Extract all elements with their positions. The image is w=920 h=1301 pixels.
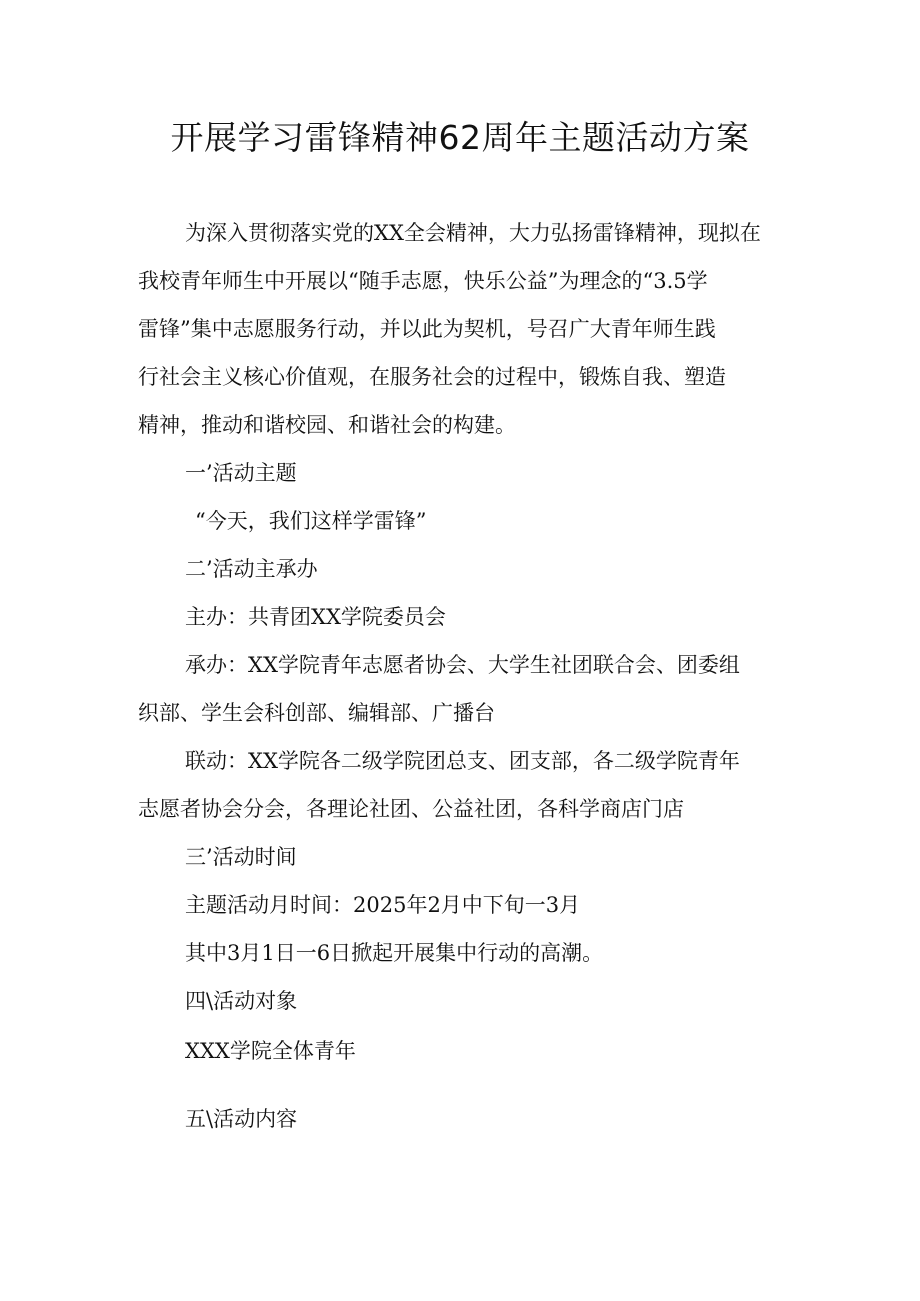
intro-line-4: 行社会主义核心价值观，在服务社会的过程中，锻炼自我、塑造 — [138, 365, 726, 389]
organizer-line-2: 织部、学生会科创部、编辑部、广播台 — [138, 701, 495, 725]
section-1-heading: 一’活动主题 — [185, 461, 297, 485]
time-line-2: 其中3月1日一6日掀起开展集中行动的高潮。 — [185, 941, 604, 965]
target-audience: XXX学院全体青年 — [185, 1039, 356, 1063]
organizer-line-1: 承办：XX学院青年志愿者协会、大学生社团联合会、团委组 — [185, 653, 740, 677]
activity-theme: “今天，我们这样学雷锋” — [195, 509, 427, 533]
section-3-heading: 三’活动时间 — [185, 845, 297, 869]
intro-line-5: 精神，推动和谐校园、和谐社会的构建。 — [138, 413, 516, 437]
intro-line-1: 为深入贯彻落实党的XX全会精神，大力弘扬雷锋精神，现拟在 — [185, 221, 761, 245]
document-title: 开展学习雷锋精神62周年主题活动方案 — [170, 118, 750, 157]
section-2-heading: 二’活动主承办 — [185, 557, 318, 581]
section-5-heading: 五\活动内容 — [185, 1107, 298, 1131]
partner-line-1: 联动：XX学院各二级学院团总支、团支部，各二级学院青年 — [185, 749, 740, 773]
partner-line-2: 志愿者协会分会，各理论社团、公益社团，各科学商店门店 — [138, 797, 684, 821]
intro-line-3: 雷锋”集中志愿服务行动，并以此为契机，号召广大青年师生践 — [138, 317, 716, 341]
host-line: 主办：共青团XX学院委员会 — [185, 605, 446, 629]
section-4-heading: 四\活动对象 — [185, 989, 298, 1013]
intro-line-2: 我校青年师生中开展以“随手志愿，快乐公益”为理念的“3.5学 — [138, 269, 708, 293]
time-line-1: 主题活动月时间：2025年2月中下旬一3月 — [185, 893, 581, 917]
